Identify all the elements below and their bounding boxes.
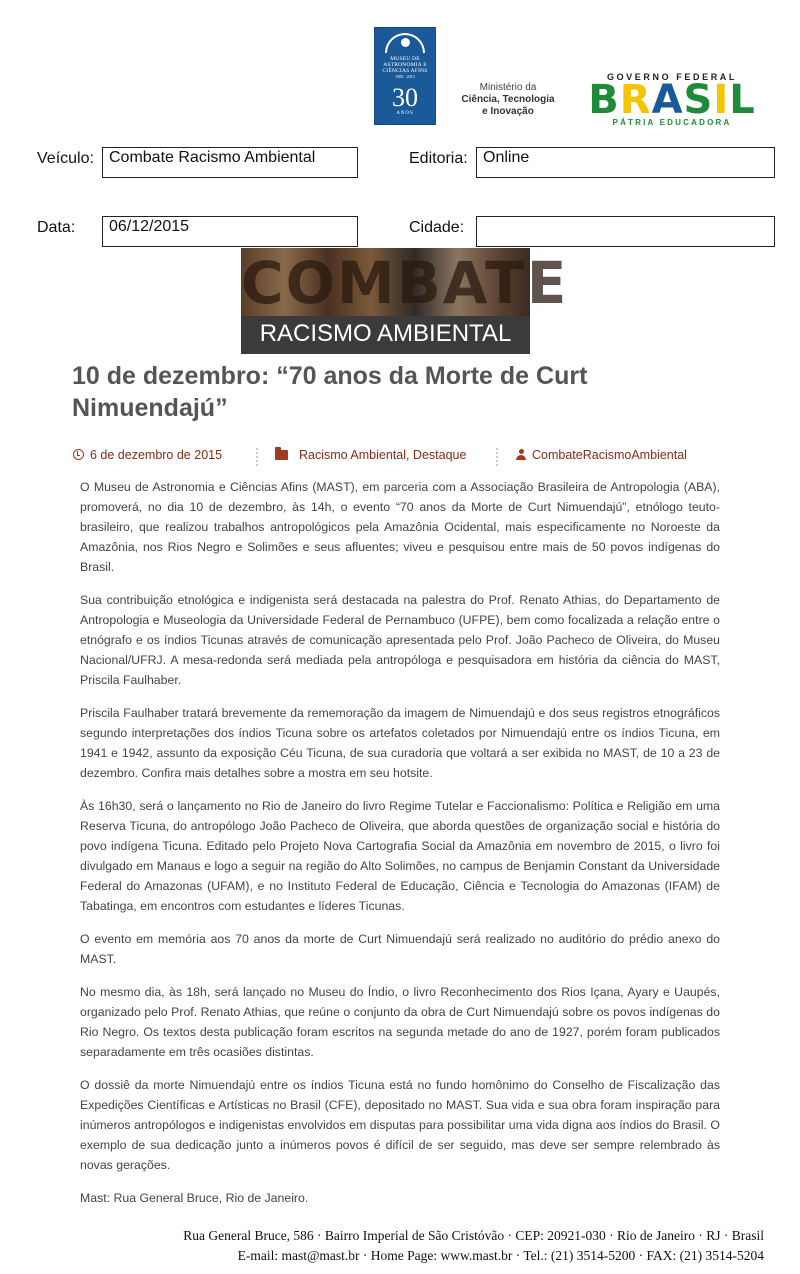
article-paragraph: No mesmo dia, às 18h, será lançado no Museu do Índio, o livro Reconhecimento dos Rios Içana, Ayary e Uaupés, organizado pelo Prof. Renato Athias, que reúne o conjunto da obra de Curt Nimuendajú sobre os povos indígenas do Rio Negro. Os textos desta publicação foram escritos na segunda metade do ano de 1927, porém foram publicados separadamente em três ocasiões distintas. [80,985,720,1059]
editoria-label: Editoria: [409,150,468,167]
editoria-field[interactable]: Online [476,147,775,178]
museum-logo-number: 30 [392,83,418,112]
meta-categories-link[interactable]: Racismo Ambiental, Destaque [299,448,467,462]
article-paragraph: Mast: Rua General Bruce, Rio de Janeiro. [80,1191,309,1205]
banner-subtitle: RACISMO AMBIENTAL [241,318,530,350]
meta-date [73,448,222,462]
article-paragraph: Às 16h30, será o lançamento no Rio de Janeiro do livro Regime Tutelar e Faccionalismo: Política e Religião em uma Reserva Ticuna, do antropólogo João Pacheco de Oliveira, que aborda questões de organização social e história do povo indígena Ticuna. Editado pelo Projeto Nova Cartografia Social da Amazônia em novembro de 2015, o livro foi divulgado em Manaus e logo a seguir na região do Alto Solimões, no campus de Benjamin Constant da Universidade Federal do Amazonas (UFAM), e no Instituto Federal de Educação, Ciência e Tecnologia do Amazonas (IFAM) de Tabatinga, em encontros com estudantes e líderes Ticunas. [80,799,720,913]
meta-separator [496,448,498,466]
patria-educadora-text: PÁTRIA EDUCADORA [612,118,732,127]
combate-racismo-banner [241,248,569,354]
brasil-letter: S [683,77,714,123]
page-footer [20,1226,764,1266]
brasil-letter: R [619,77,652,123]
meta-author-link[interactable]: CombateRacismoAmbiental [532,448,687,462]
article-paragraph: Sua contribuição etnológica e indigenista será destacada na palestra do Prof. Renato Athias, do Departamento de Antropologia e Museologia da Universidade Federal de Pernambuco (UFPE), bem como focalizada a relação entre o etnógrafo e os índios Ticunas através de comunicação apresentada pelo Prof. João Pacheco de Oliveira, do Museu Nacional/UFRJ. A mesa-redonda será mediada pela antropóloga e pesquisadora em história da ciência do MAST, Priscila Faulhaber. [80,593,720,687]
museum-logo-years: 1985 · 2015 [395,74,415,79]
article-paragraph: O Museu de Astronomia e Ciências Afins (MAST), em parceria com a Associação Brasileira de Antropologia (ABA), promoverá, no dia 10 de dezembro, às 14h, o evento “70 anos da Morte de Curt Nimuendajú”, etnólogo teuto-brasileiro, que realizou trabalhos antropológicos pela Amazônia Ocidental, mais especificamente no Noroeste da Amazônia, nos Rios Negro e Solimões e seus afluentes; viveu e pesquisou entre mais de 50 povos indígenas do Brasil. [80,480,720,574]
ministry-line-2: Ciência, Tecnologia [461,94,555,105]
brasil-letter: B [588,77,620,123]
governo-federal-text: GOVERNO FEDERAL [606,72,737,82]
meta-author [516,448,687,462]
article-paragraph: O evento em memória aos 70 anos da morte de Curt Nimuendajú será realizado no auditório do prédio anexo do MAST. [80,932,720,966]
veiculo-field[interactable]: Combate Racismo Ambiental [102,147,358,178]
cidade-field[interactable] [476,216,775,247]
brasil-letter: L [729,77,756,123]
brasil-letter: I [713,77,730,123]
observatory-dome-icon [385,33,425,53]
meta-separator [256,448,258,466]
article-headline: 10 de dezembro: “70 anos da Morte de Curt Nimuendajú” [72,362,588,422]
data-field[interactable]: 06/12/2015 [102,216,358,247]
article-paragraph: Priscila Faulhaber tratará brevemente da rememoração da imagem de Nimuendajú e dos seus registros etnográficos segundo interpretações dos índios Ticuna sobre os artefatos coletados por Nimuendajú entre os índios Ticuna, em 1941 e 1942, assunto da exposição Céu Ticuna, de sua curadoria que voltará a ser exibida no MAST, de 10 a 23 de dezembro. Confira mais detalhes sobre a mostra em seu hotsite. [80,706,720,780]
article-body [80,477,720,1221]
governo-federal-logo [588,72,756,130]
ministry-line-1: Ministério da [479,82,537,93]
folder-icon [275,450,288,460]
footer-address: Rua General Bruce, 586 · Bairro Imperial de São Cristóvão · CEP: 20921-030 · Rio de Janeiro · RJ · Brasil [183,1228,764,1243]
footer-contact: E-mail: mast@mast.br · Home Page: www.mast.br · Tel.: (21) 3514-5200 · FAX: (21) 3514-5204 [237,1248,764,1263]
article-meta [73,448,733,466]
cidade-label: Cidade: [409,219,465,236]
meta-date-text: 6 de dezembro de 2015 [90,448,223,462]
veiculo-label: Veículo: [37,150,94,167]
meta-categories [275,448,466,462]
clock-icon [73,449,84,460]
ministry-line-3: e Inovação [482,106,534,117]
user-icon [516,449,526,460]
museum-logo-name: MUSEU DE ASTRONOMIA E CIÊNCIAS AFINS [382,56,428,74]
museum-logo [374,27,436,125]
brasil-letter: A [651,77,684,123]
museum-logo-anos: ANOS [396,111,414,116]
article-paragraph: O dossiê da morte Nimuendajú entre os índios Ticuna está no fundo homônimo do Conselho de Fiscalização das Expedições Científicas e Artísticas no Brasil (CFE), depositado no MAST. Sua vida e sua obra foram inspiração para inúmeros antropólogos e indigenistas envolvidos em disputas para possibilitar uma vida digna aos índios do Brasil. O exemplo de sua dedicação junto a inúmeros povos é difícil de ser seguido, mas deve ser sempre relembrado às novas gerações. [80,1078,720,1172]
data-label: Data: [37,219,76,236]
ministry-logo [452,82,564,118]
banner-title: COMBATE [241,249,569,317]
